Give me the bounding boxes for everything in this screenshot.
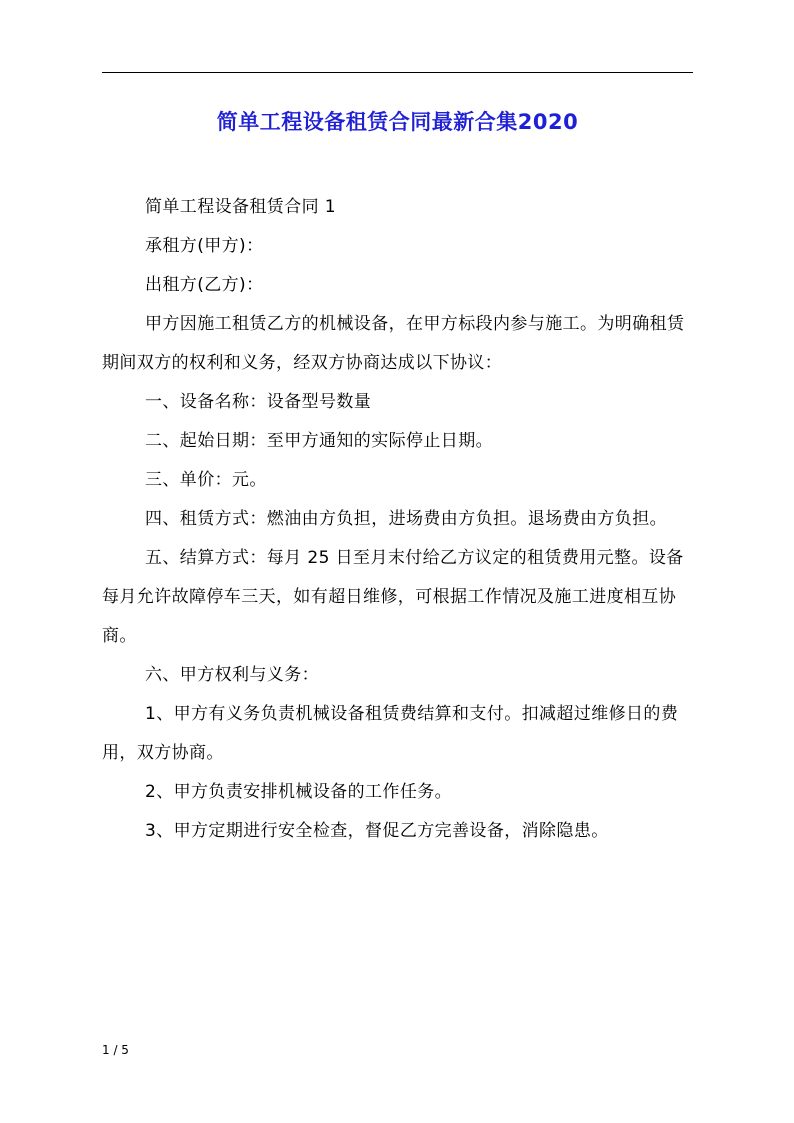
lessor-line: 出租方(乙方)：: [145, 275, 264, 295]
clause-equipment-name: 一、设备名称：设备型号数量: [145, 392, 372, 412]
party-a-item-1: 1、甲方有义务负责机械设备租赁费结算和支付。扣减超过维修日的费用，双方协商。: [102, 704, 679, 763]
clause-unit-price: 三、单价：元。: [145, 470, 267, 490]
lessee-line: 承租方(甲方)：: [145, 236, 264, 256]
document-body: [102, 188, 693, 851]
clause-settlement: 五、结算方式：每月 25 日至月末付给乙方议定的租赁费用元整。设备每月允许故障停车三天，如有超日维修，可根据工作情况及施工进度相互协商。: [102, 548, 684, 646]
contract-heading: 简单工程设备租赁合同 1: [145, 197, 337, 217]
party-a-item-2: 2、甲方负责安排机械设备的工作任务。: [145, 782, 453, 802]
header-rule: [102, 72, 693, 73]
clause-start-date: 二、起始日期：至甲方通知的实际停止日期。: [145, 431, 493, 451]
preamble-paragraph: 甲方因施工租赁乙方的机械设备，在甲方标段内参与施工。为明确租赁期间双方的权利和义务，经双方协商达成以下协议：: [102, 314, 685, 373]
page-number: 1 / 5: [102, 1043, 129, 1057]
party-a-item-3: 3、甲方定期进行安全检查，督促乙方完善设备，消除隐患。: [145, 821, 609, 841]
clause-lease-terms: 四、租赁方式：燃油由方负担，进场费由方负担。退场费由方负担。: [145, 509, 667, 529]
clause-party-a-rights: 六、甲方权利与义务：: [145, 665, 319, 685]
document-title: 简单工程设备租赁合同最新合集2020: [216, 110, 579, 134]
